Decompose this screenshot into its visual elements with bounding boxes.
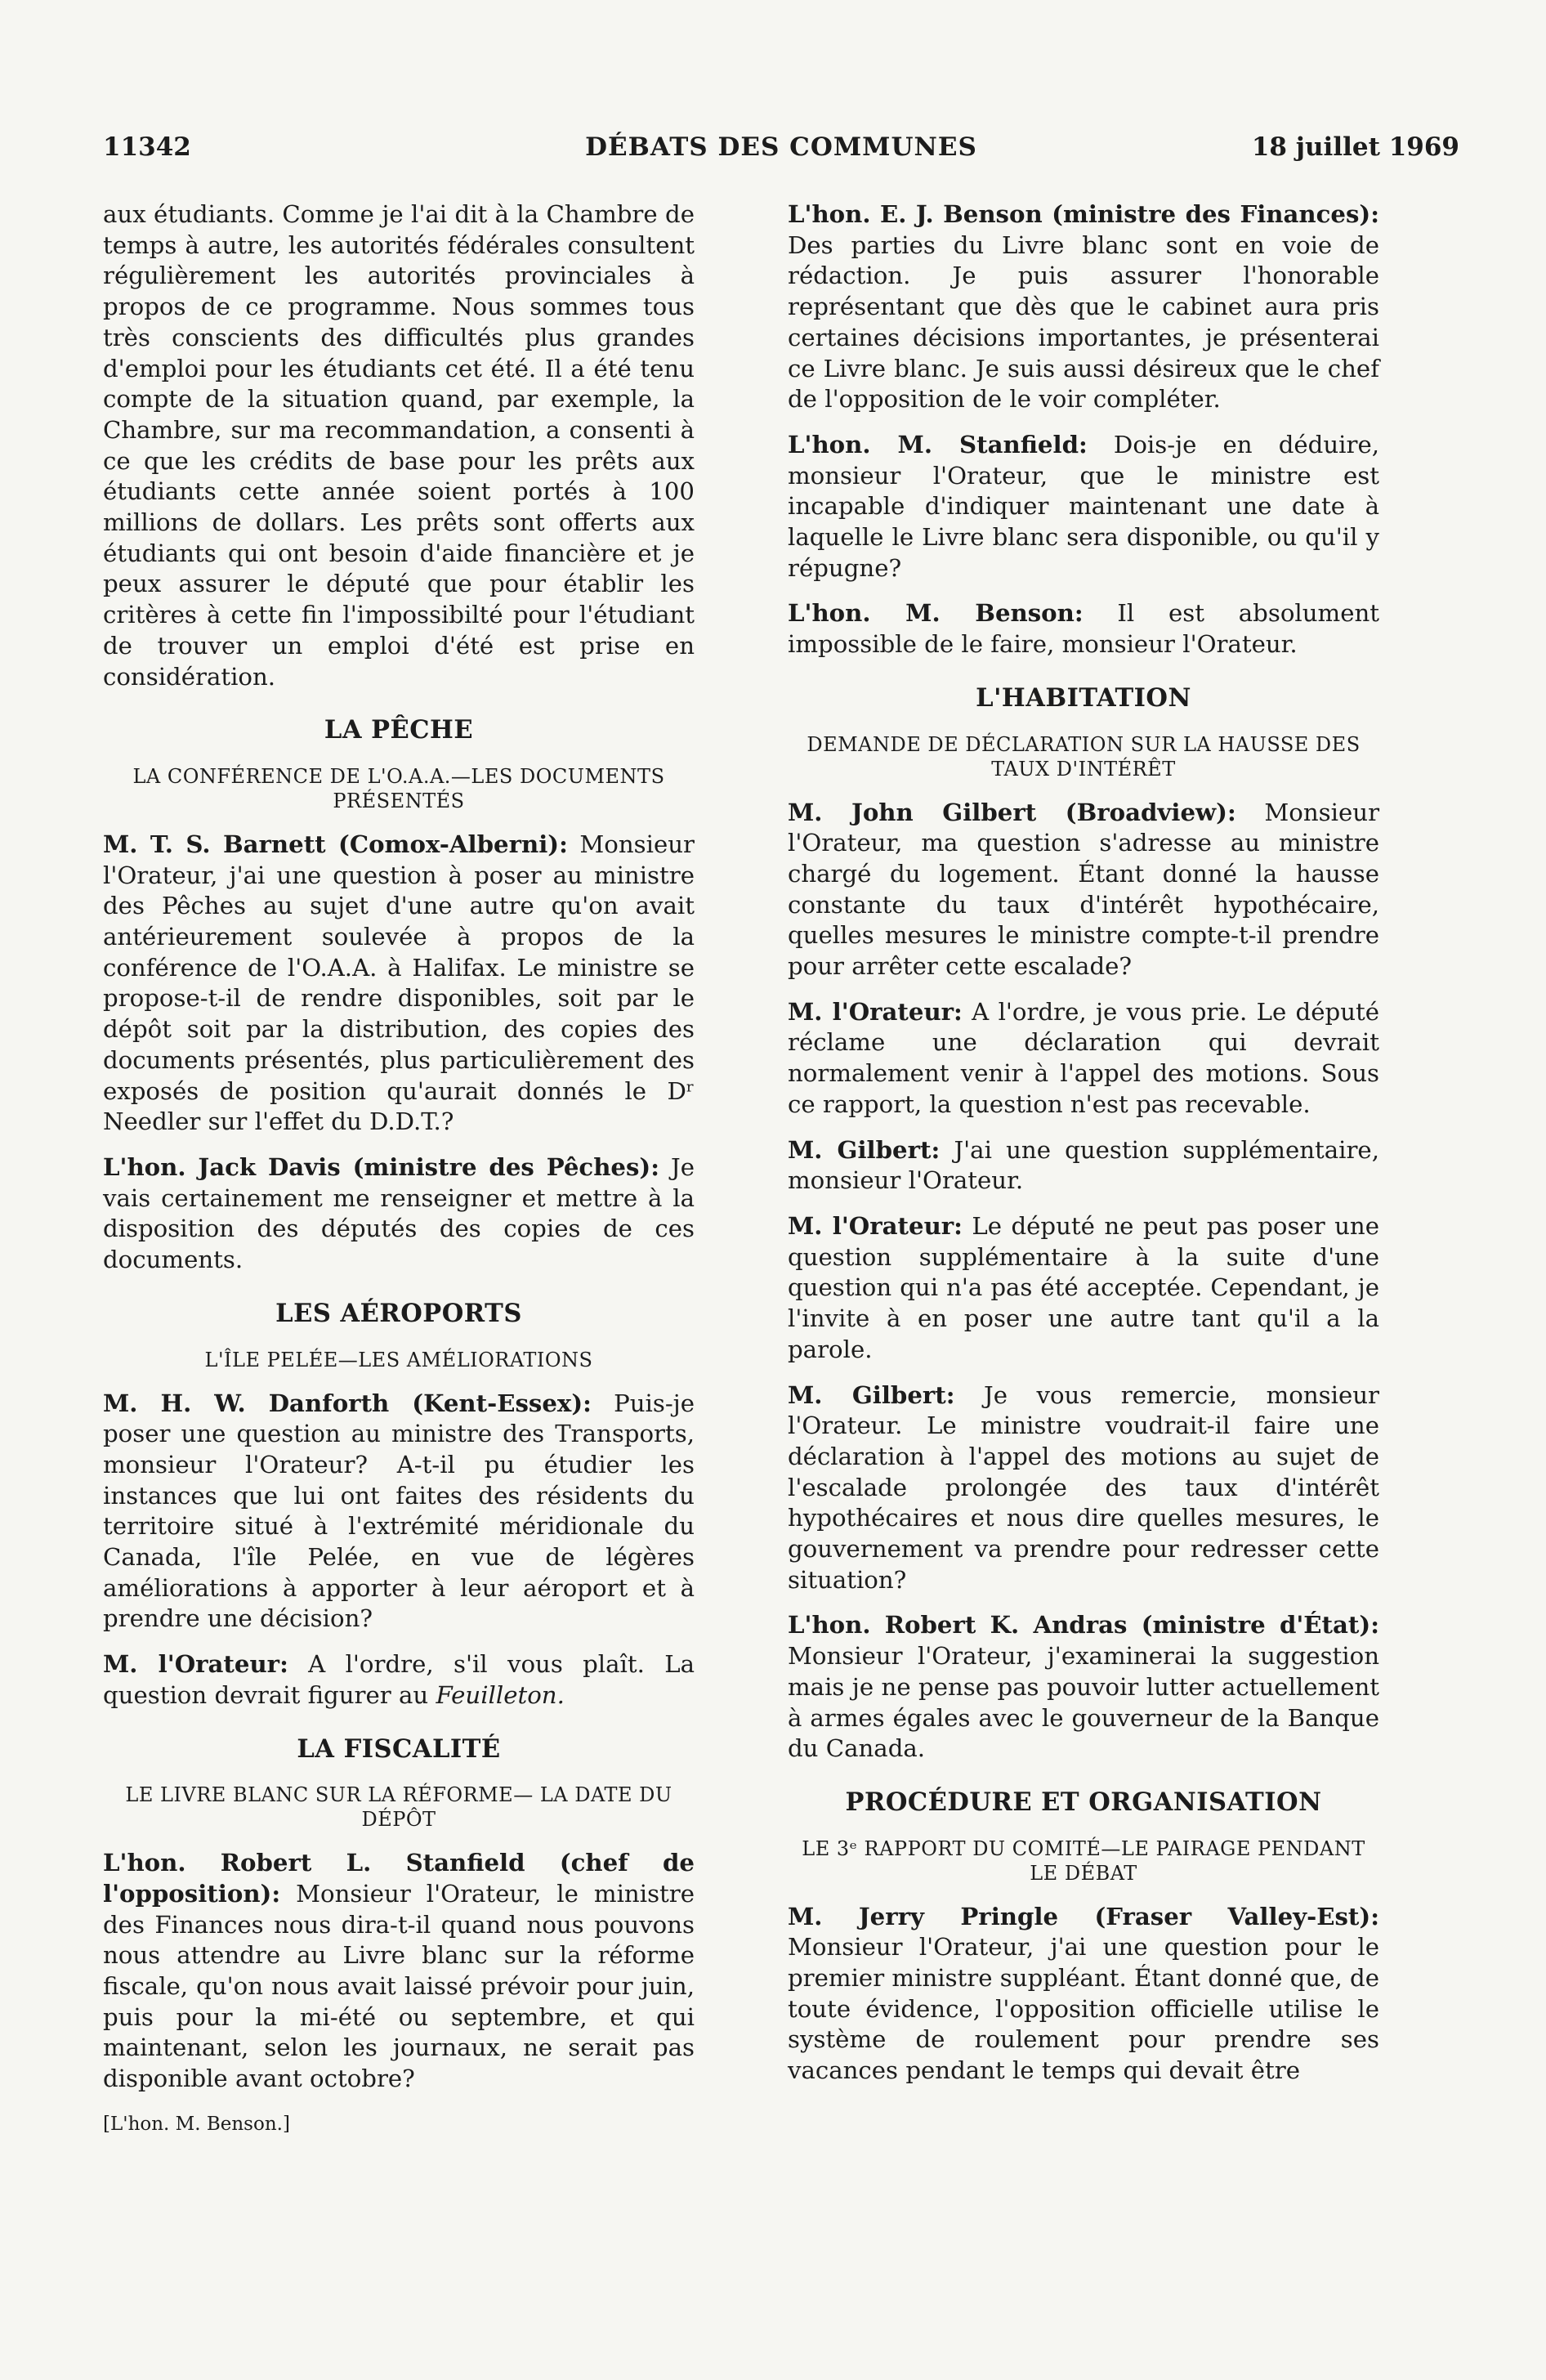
speaker-orateur: M. l'Orateur:: [788, 1211, 963, 1240]
speech-orateur-1: [103, 1649, 695, 1711]
speech-text: Monsieur l'Orateur, j'ai une question à poser au ministre des Pêches au sujet d'une autre qu'on avait antérieurement soulevée à propos de la conférence de l'O.A.A. à Halifax. Le ministre se propose-t-il de rendre disponibles, soit par le dépôt soit par la distribution, des copies des documents présentés, plus particulièrement des exposés de position qu'aurait donnés le Dʳ Needler sur l'effet du D.D.T.?: [103, 830, 695, 1136]
feuilleton-italic: Feuilleton.: [436, 1680, 565, 1709]
speech-text: Monsieur l'Orateur, ma question s'adresse au ministre chargé du logement. Étant donné la hausse constante du taux d'intérêt hypothécaire, quelles mesures le ministre compte-t-il prendre pour arrêter cette escalade?: [788, 798, 1380, 981]
speech-andras: [788, 1610, 1379, 1765]
continuation-note: [L'hon. M. Benson.]: [103, 2113, 290, 2135]
speaker-gilbert: M. Gilbert:: [788, 1135, 941, 1164]
speaker-danforth: M. H. W. Danforth (Kent-Essex):: [103, 1389, 592, 1417]
speech-text: Monsieur l'Orateur, le ministre des Finances nous dira-t-il quand nous pouvons nous attendre au Livre blanc sur la réforme fiscale, qu'on nous avait laissé prévoir pour juin, puis pour la mi-été ou septembre, et qui maintenant, selon les journaux, ne serait pas disponible avant octobre?: [103, 1879, 695, 2093]
speech-text: Monsieur l'Orateur, j'ai une question pour le premier ministre suppléant. Étant donné que, de toute évidence, l'opposition officielle utilise le système de roulement pour prendre ses vacances pendant le temps qui devait être: [788, 1933, 1379, 2085]
speaker-stanfield: L'hon. M. Stanfield:: [788, 430, 1088, 459]
section-heading-procedure: PROCÉDURE ET ORGANISATION: [845, 1787, 1322, 1817]
section-heading-peche: LA PÊCHE: [324, 715, 474, 745]
speech-text: Le député ne peut pas poser une question supplémentaire à la suite d'une question qui n'a pas été acceptée. Cependant, je l'invite à en poser une autre tant qu'il a la parole.: [788, 1211, 1380, 1363]
speaker-stanfield: L'hon. Robert L. Stanfield (chef de l'opposition):: [103, 1849, 695, 1908]
speaker-barnett: M. T. S. Barnett (Comox-Alberni):: [103, 830, 568, 858]
speech-text: Dois-je en déduire, monsieur l'Orateur, que le ministre est incapable d'indiquer maintenant une date à laquelle le Livre blanc sera disponible, ou qu'il y répugne?: [788, 430, 1379, 582]
speech-barnett: [103, 830, 695, 1138]
running-head: [103, 132, 1459, 173]
subheading-procedure: LE 3ᵉ RAPPORT DU COMITÉ—LE PAIRAGE PENDANT LE DÉBAT: [802, 1836, 1365, 1885]
speech-text: Monsieur l'Orateur, j'examinerai la suggestion mais je ne pense pas pouvoir lutter actuellement à armes égales avec le gouverneur de la Banque du Canada.: [788, 1642, 1379, 1763]
speech-danforth: [103, 1389, 695, 1635]
section-heading-habitation: L'HABITATION: [976, 682, 1191, 713]
speaker-benson: L'hon. M. Benson:: [788, 599, 1084, 628]
speech-text: A l'ordre, s'il vous plaît. La question devrait figurer au: [103, 1650, 695, 1709]
subheading-habitation: DEMANDE DE DÉCLARATION SUR LA HAUSSE DES TAUX D'INTÉRÊT: [807, 732, 1361, 781]
section-heading-fiscalite: LA FISCALITÉ: [297, 1734, 501, 1764]
speaker-orateur: M. l'Orateur:: [788, 997, 963, 1026]
speaker-andras: L'hon. Robert K. Andras (ministre d'État):: [788, 1611, 1379, 1640]
speaker-pringle: M. Jerry Pringle (Fraser Valley-Est):: [788, 1902, 1379, 1930]
speech-text: Je vais certainement me renseigner et mettre à la disposition des députés des copies de ces documents.: [103, 1152, 695, 1274]
speech-pringle: [788, 1902, 1379, 2087]
speech-benson-1: [788, 199, 1379, 415]
speaker-gilbert: M. Gilbert:: [788, 1380, 955, 1409]
section-heading-aeroports: LES AÉROPORTS: [275, 1298, 522, 1328]
speech-orateur-3: [788, 1211, 1379, 1366]
speech-text: A l'ordre, je vous prie. Le député réclame une déclaration qui devrait normalement venir à l'appel des motions. Sous ce rapport, la question n'est pas recevable.: [788, 997, 1380, 1118]
paragraph-students: aux étudiants. Comme je l'ai dit à la Chambre de temps à autre, les autorités fédérales consultent régulièrement les autorités provinciales à propos de ce programme. Nous sommes tous très conscients des difficultés plus grandes d'emploi pour les étudiants cet été. Il a été tenu compte de la situation quand, par exemple, la Chambre, sur ma recommandation, a consenti à ce que les crédits de base pour les prêts aux étudiants cette année soient portés à 100 millions de dollars. Les prêts sont offerts aux étudiants qui ont besoin d'aide financière et je peux assurer le député que pour établir les critères à cette fin l'impossibilté pour l'étudiant de trouver un emploi d'été est prise en considération.: [103, 200, 695, 691]
speech-gilbert-2: [788, 1135, 1379, 1197]
page-number: 11342: [103, 132, 191, 162]
speaker-benson: L'hon. E. J. Benson (ministre des Finances):: [788, 200, 1379, 228]
right-column: [788, 199, 1379, 2101]
speech-stanfield-2: [788, 430, 1379, 584]
speech-gilbert-3: [788, 1380, 1379, 1596]
speech-davis: [103, 1152, 695, 1276]
speech-text: Puis-je poser une question au ministre des Transports, monsieur l'Orateur? A-t-il pu étudier les instances que lui ont faites des résidents du territoire situé à l'extrémité méridionale du Canada, l'île Pelée, en vue de légères améliorations à apporter à leur aéroport et à prendre une décision?: [103, 1389, 695, 1633]
speech-stanfield-1: [103, 1848, 695, 2095]
speech-text: Je vous remercie, monsieur l'Orateur. Le ministre voudrait-il faire une déclaration à l'appel des motions au sujet de l'escalade prolongée des taux d'intérêt hypothécaires et nous dire quelles mesures, le gouvernement va prendre pour redresser cette situation?: [788, 1380, 1380, 1594]
speech-orateur-2: [788, 997, 1379, 1121]
speech-benson-2: [788, 598, 1379, 660]
speaker-gilbert: M. John Gilbert (Broadview):: [788, 798, 1236, 826]
speaker-orateur: M. l'Orateur:: [103, 1650, 288, 1679]
subheading-fiscalite: LE LIVRE BLANC SUR LA RÉFORME— LA DATE DU DÉPÔT: [125, 1783, 672, 1832]
subheading-peche: LA CONFÉRENCE DE L'O.A.A.—LES DOCUMENTS PRÉSENTÉS: [132, 764, 665, 812]
speech-text: J'ai une question supplémentaire, monsieur l'Orateur.: [788, 1135, 1379, 1195]
speech-gilbert-1: [788, 798, 1379, 982]
publication-title: DÉBATS DES COMMUNES: [585, 132, 977, 162]
speech-text: Des parties du Livre blanc sont en voie de rédaction. Je puis assurer l'honorable représentant que dès que le cabinet aura pris certaines décisions importantes, je présenterai ce Livre blanc. Je suis aussi désireux que le chef de l'opposition de le voir compléter.: [788, 230, 1379, 414]
speaker-davis: L'hon. Jack Davis (ministre des Pêches):: [103, 1152, 660, 1181]
page-date: 18 juillet 1969: [1251, 132, 1459, 162]
left-column: [103, 199, 695, 2141]
subheading-aeroports: L'ÎLE PELÉE—LES AMÉLIORATIONS: [204, 1348, 593, 1371]
speech-text: Il est absolument impossible de le faire, monsieur l'Orateur.: [788, 599, 1380, 659]
